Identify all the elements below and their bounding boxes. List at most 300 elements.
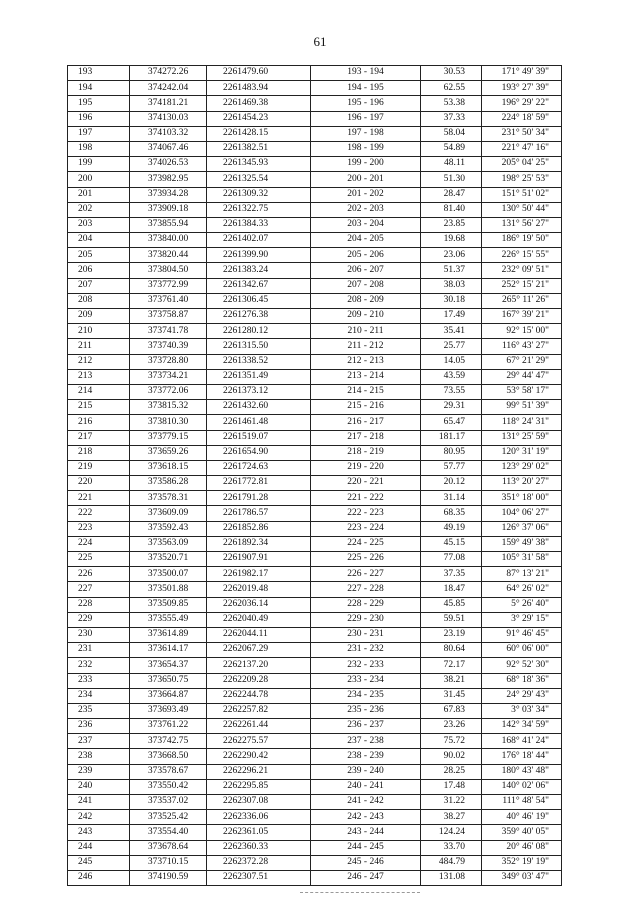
- y-coordinate-cell: 2261654.90: [207, 445, 311, 460]
- y-coordinate-cell: 2262209.28: [207, 673, 311, 688]
- bearing-angle-cell: 60° 06' 00": [482, 643, 562, 658]
- table-row: [68, 521, 562, 536]
- segment-cell: 237 - 238: [311, 734, 421, 749]
- x-coordinate-cell: 373614.89: [130, 627, 207, 642]
- segment-cell: 228 - 229: [311, 597, 421, 612]
- bearing-angle-cell: 53° 58' 17": [482, 384, 562, 399]
- x-coordinate-cell: 373815.32: [130, 400, 207, 415]
- table-row: [68, 445, 562, 460]
- y-coordinate-cell: 2261483.94: [207, 81, 311, 96]
- bearing-angle-cell: 186° 19' 50": [482, 233, 562, 248]
- segment-cell: 235 - 236: [311, 703, 421, 718]
- length-cell: 124.24: [421, 825, 482, 840]
- point-number-cell: 218: [68, 445, 130, 460]
- segment-cell: 229 - 230: [311, 612, 421, 627]
- point-number-cell: 227: [68, 582, 130, 597]
- length-cell: 19.68: [421, 233, 482, 248]
- table-row: [68, 172, 562, 187]
- x-coordinate-cell: 373678.64: [130, 840, 207, 855]
- coordinates-table-body: [68, 66, 562, 886]
- length-cell: 45.15: [421, 536, 482, 551]
- bearing-angle-cell: 140° 02' 06": [482, 779, 562, 794]
- x-coordinate-cell: 373804.50: [130, 263, 207, 278]
- y-coordinate-cell: 2261724.63: [207, 460, 311, 475]
- bearing-angle-cell: 123° 29' 02": [482, 460, 562, 475]
- x-coordinate-cell: 373520.71: [130, 552, 207, 567]
- segment-cell: 223 - 224: [311, 521, 421, 536]
- segment-cell: 232 - 233: [311, 658, 421, 673]
- x-coordinate-cell: 373578.31: [130, 491, 207, 506]
- table-row: [68, 141, 562, 156]
- point-number-cell: 237: [68, 734, 130, 749]
- bearing-angle-cell: 92° 52' 30": [482, 658, 562, 673]
- length-cell: 65.47: [421, 415, 482, 430]
- point-number-cell: 201: [68, 187, 130, 202]
- length-cell: 75.72: [421, 734, 482, 749]
- segment-cell: 225 - 226: [311, 552, 421, 567]
- point-number-cell: 236: [68, 719, 130, 734]
- segment-cell: 215 - 216: [311, 400, 421, 415]
- x-coordinate-cell: 374067.46: [130, 141, 207, 156]
- x-coordinate-cell: 373779.15: [130, 430, 207, 445]
- bearing-angle-cell: 226° 15' 55": [482, 248, 562, 263]
- bearing-angle-cell: 168° 41' 24": [482, 734, 562, 749]
- table-row: [68, 187, 562, 202]
- x-coordinate-cell: 373728.80: [130, 354, 207, 369]
- point-number-cell: 231: [68, 643, 130, 658]
- length-cell: 37.35: [421, 567, 482, 582]
- point-number-cell: 244: [68, 840, 130, 855]
- y-coordinate-cell: 2261382.51: [207, 141, 311, 156]
- segment-cell: 226 - 227: [311, 567, 421, 582]
- segment-cell: 234 - 235: [311, 688, 421, 703]
- y-coordinate-cell: 2261454.23: [207, 111, 311, 126]
- length-cell: 33.70: [421, 840, 482, 855]
- x-coordinate-cell: 374103.32: [130, 126, 207, 141]
- length-cell: 17.49: [421, 309, 482, 324]
- bearing-angle-cell: 151° 51' 02": [482, 187, 562, 202]
- y-coordinate-cell: 2261428.15: [207, 126, 311, 141]
- length-cell: 18.47: [421, 582, 482, 597]
- table-row: [68, 460, 562, 475]
- y-coordinate-cell: 2262372.28: [207, 855, 311, 870]
- table-row: [68, 612, 562, 627]
- point-number-cell: 197: [68, 126, 130, 141]
- table-row: [68, 217, 562, 232]
- length-cell: 23.85: [421, 217, 482, 232]
- bearing-angle-cell: 349° 03' 47": [482, 870, 562, 885]
- x-coordinate-cell: 373740.39: [130, 339, 207, 354]
- point-number-cell: 195: [68, 96, 130, 111]
- x-coordinate-cell: 373820.44: [130, 248, 207, 263]
- length-cell: 57.77: [421, 460, 482, 475]
- y-coordinate-cell: 2262307.08: [207, 795, 311, 810]
- y-coordinate-cell: 2261791.28: [207, 491, 311, 506]
- y-coordinate-cell: 2262019.48: [207, 582, 311, 597]
- y-coordinate-cell: 2262044.11: [207, 627, 311, 642]
- x-coordinate-cell: 373934.28: [130, 187, 207, 202]
- table-row: [68, 81, 562, 96]
- length-cell: 17.48: [421, 779, 482, 794]
- table-row: [68, 309, 562, 324]
- point-number-cell: 207: [68, 278, 130, 293]
- bearing-angle-cell: 351° 18' 00": [482, 491, 562, 506]
- point-number-cell: 216: [68, 415, 130, 430]
- bearing-angle-cell: 91° 46' 45": [482, 627, 562, 642]
- point-number-cell: 212: [68, 354, 130, 369]
- x-coordinate-cell: 373693.49: [130, 703, 207, 718]
- length-cell: 67.83: [421, 703, 482, 718]
- bearing-angle-cell: 198° 25' 53": [482, 172, 562, 187]
- bearing-angle-cell: 111° 48' 54": [482, 795, 562, 810]
- segment-cell: 242 - 243: [311, 810, 421, 825]
- x-coordinate-cell: 373537.02: [130, 795, 207, 810]
- table-row: [68, 855, 562, 870]
- y-coordinate-cell: 2261345.93: [207, 157, 311, 172]
- bearing-angle-cell: 131° 56' 27": [482, 217, 562, 232]
- segment-cell: 214 - 215: [311, 384, 421, 399]
- table-row: [68, 658, 562, 673]
- table-row: [68, 384, 562, 399]
- table-row: [68, 354, 562, 369]
- table-row: [68, 810, 562, 825]
- bearing-angle-cell: 171° 49' 39": [482, 66, 562, 81]
- y-coordinate-cell: 2261461.48: [207, 415, 311, 430]
- x-coordinate-cell: 373810.30: [130, 415, 207, 430]
- bearing-angle-cell: 131° 25' 59": [482, 430, 562, 445]
- segment-cell: 240 - 241: [311, 779, 421, 794]
- length-cell: 38.21: [421, 673, 482, 688]
- length-cell: 30.18: [421, 293, 482, 308]
- y-coordinate-cell: 2261384.33: [207, 217, 311, 232]
- table-row: [68, 202, 562, 217]
- table-row: [68, 749, 562, 764]
- table-row: [68, 795, 562, 810]
- bearing-angle-cell: 221° 47' 16": [482, 141, 562, 156]
- bearing-angle-cell: 359° 40' 05": [482, 825, 562, 840]
- bearing-angle-cell: 3° 03' 34": [482, 703, 562, 718]
- x-coordinate-cell: 373618.15: [130, 460, 207, 475]
- segment-cell: 195 - 196: [311, 96, 421, 111]
- x-coordinate-cell: 373668.50: [130, 749, 207, 764]
- y-coordinate-cell: 2261309.32: [207, 187, 311, 202]
- segment-cell: 204 - 205: [311, 233, 421, 248]
- scan-edge-line: [300, 892, 420, 893]
- segment-cell: 224 - 225: [311, 536, 421, 551]
- point-number-cell: 245: [68, 855, 130, 870]
- segment-cell: 221 - 222: [311, 491, 421, 506]
- point-number-cell: 229: [68, 612, 130, 627]
- x-coordinate-cell: 373609.09: [130, 506, 207, 521]
- segment-cell: 205 - 206: [311, 248, 421, 263]
- x-coordinate-cell: 373909.18: [130, 202, 207, 217]
- table-row: [68, 369, 562, 384]
- x-coordinate-cell: 373654.37: [130, 658, 207, 673]
- bearing-angle-cell: 126° 37' 06": [482, 521, 562, 536]
- bearing-angle-cell: 205° 04' 25": [482, 157, 562, 172]
- table-row: [68, 506, 562, 521]
- x-coordinate-cell: 373761.22: [130, 719, 207, 734]
- length-cell: 484.79: [421, 855, 482, 870]
- bearing-angle-cell: 196° 29' 22": [482, 96, 562, 111]
- segment-cell: 230 - 231: [311, 627, 421, 642]
- y-coordinate-cell: 2261322.75: [207, 202, 311, 217]
- x-coordinate-cell: 373555.49: [130, 612, 207, 627]
- table-row: [68, 870, 562, 885]
- y-coordinate-cell: 2261907.91: [207, 552, 311, 567]
- point-number-cell: 235: [68, 703, 130, 718]
- length-cell: 37.33: [421, 111, 482, 126]
- point-number-cell: 232: [68, 658, 130, 673]
- x-coordinate-cell: 373586.28: [130, 476, 207, 491]
- bearing-angle-cell: 180° 43' 48": [482, 764, 562, 779]
- y-coordinate-cell: 2261892.34: [207, 536, 311, 551]
- length-cell: 28.47: [421, 187, 482, 202]
- y-coordinate-cell: 2261338.52: [207, 354, 311, 369]
- x-coordinate-cell: 374272.26: [130, 66, 207, 81]
- x-coordinate-cell: 374130.03: [130, 111, 207, 126]
- y-coordinate-cell: 2262361.05: [207, 825, 311, 840]
- length-cell: 38.03: [421, 278, 482, 293]
- bearing-angle-cell: 99° 51' 39": [482, 400, 562, 415]
- x-coordinate-cell: 373772.06: [130, 384, 207, 399]
- bearing-angle-cell: 232° 09' 51": [482, 263, 562, 278]
- bearing-angle-cell: 67° 21' 29": [482, 354, 562, 369]
- length-cell: 35.41: [421, 324, 482, 339]
- length-cell: 43.59: [421, 369, 482, 384]
- length-cell: 25.77: [421, 339, 482, 354]
- length-cell: 29.31: [421, 400, 482, 415]
- bearing-angle-cell: 231° 50' 34": [482, 126, 562, 141]
- y-coordinate-cell: 2262336.06: [207, 810, 311, 825]
- point-number-cell: 202: [68, 202, 130, 217]
- segment-cell: 206 - 207: [311, 263, 421, 278]
- table-row: [68, 643, 562, 658]
- segment-cell: 216 - 217: [311, 415, 421, 430]
- table-row: [68, 278, 562, 293]
- point-number-cell: 240: [68, 779, 130, 794]
- bearing-angle-cell: 116° 43' 27": [482, 339, 562, 354]
- segment-cell: 208 - 209: [311, 293, 421, 308]
- length-cell: 80.64: [421, 643, 482, 658]
- table-row: [68, 673, 562, 688]
- bearing-angle-cell: 64° 26' 02": [482, 582, 562, 597]
- y-coordinate-cell: 2262067.29: [207, 643, 311, 658]
- length-cell: 68.35: [421, 506, 482, 521]
- y-coordinate-cell: 2262040.49: [207, 612, 311, 627]
- table-row: [68, 415, 562, 430]
- x-coordinate-cell: 373578.67: [130, 764, 207, 779]
- segment-cell: 203 - 204: [311, 217, 421, 232]
- bearing-angle-cell: 252° 15' 21": [482, 278, 562, 293]
- length-cell: 23.26: [421, 719, 482, 734]
- segment-cell: 227 - 228: [311, 582, 421, 597]
- bearing-angle-cell: 265° 11' 26": [482, 293, 562, 308]
- x-coordinate-cell: 374026.53: [130, 157, 207, 172]
- segment-cell: 217 - 218: [311, 430, 421, 445]
- length-cell: 23.06: [421, 248, 482, 263]
- y-coordinate-cell: 2261519.07: [207, 430, 311, 445]
- segment-cell: 211 - 212: [311, 339, 421, 354]
- length-cell: 31.14: [421, 491, 482, 506]
- segment-cell: 207 - 208: [311, 278, 421, 293]
- y-coordinate-cell: 2262036.14: [207, 597, 311, 612]
- segment-cell: 212 - 213: [311, 354, 421, 369]
- y-coordinate-cell: 2262296.21: [207, 764, 311, 779]
- point-number-cell: 220: [68, 476, 130, 491]
- y-coordinate-cell: 2261786.57: [207, 506, 311, 521]
- point-number-cell: 193: [68, 66, 130, 81]
- bearing-angle-cell: 104° 06' 27": [482, 506, 562, 521]
- point-number-cell: 209: [68, 309, 130, 324]
- point-number-cell: 213: [68, 369, 130, 384]
- length-cell: 58.04: [421, 126, 482, 141]
- segment-cell: 245 - 246: [311, 855, 421, 870]
- table-row: [68, 491, 562, 506]
- length-cell: 62.55: [421, 81, 482, 96]
- table-row: [68, 719, 562, 734]
- y-coordinate-cell: 2261373.12: [207, 384, 311, 399]
- length-cell: 54.89: [421, 141, 482, 156]
- x-coordinate-cell: 373563.09: [130, 536, 207, 551]
- table-row: [68, 248, 562, 263]
- table-row: [68, 157, 562, 172]
- length-cell: 28.25: [421, 764, 482, 779]
- bearing-angle-cell: 142° 34' 59": [482, 719, 562, 734]
- length-cell: 80.95: [421, 445, 482, 460]
- point-number-cell: 225: [68, 552, 130, 567]
- bearing-angle-cell: 176° 18' 44": [482, 749, 562, 764]
- table-row: [68, 703, 562, 718]
- bearing-angle-cell: 40° 46' 19": [482, 810, 562, 825]
- y-coordinate-cell: 2261469.38: [207, 96, 311, 111]
- x-coordinate-cell: 373855.94: [130, 217, 207, 232]
- bearing-angle-cell: 118° 24' 31": [482, 415, 562, 430]
- point-number-cell: 222: [68, 506, 130, 521]
- length-cell: 73.55: [421, 384, 482, 399]
- point-number-cell: 238: [68, 749, 130, 764]
- y-coordinate-cell: 2261402.07: [207, 233, 311, 248]
- y-coordinate-cell: 2261479.60: [207, 66, 311, 81]
- table-row: [68, 263, 562, 278]
- x-coordinate-cell: 373710.15: [130, 855, 207, 870]
- point-number-cell: 233: [68, 673, 130, 688]
- bearing-angle-cell: 5° 26' 40": [482, 597, 562, 612]
- segment-cell: 198 - 199: [311, 141, 421, 156]
- y-coordinate-cell: 2262360.33: [207, 840, 311, 855]
- y-coordinate-cell: 2261276.38: [207, 309, 311, 324]
- length-cell: 51.37: [421, 263, 482, 278]
- table-row: [68, 552, 562, 567]
- x-coordinate-cell: 373840.00: [130, 233, 207, 248]
- point-number-cell: 215: [68, 400, 130, 415]
- bearing-angle-cell: 193° 27' 39": [482, 81, 562, 96]
- x-coordinate-cell: 373525.42: [130, 810, 207, 825]
- bearing-angle-cell: 167° 39' 21": [482, 309, 562, 324]
- point-number-cell: 204: [68, 233, 130, 248]
- y-coordinate-cell: 2262290.42: [207, 749, 311, 764]
- segment-cell: 238 - 239: [311, 749, 421, 764]
- y-coordinate-cell: 2261772.81: [207, 476, 311, 491]
- length-cell: 31.22: [421, 795, 482, 810]
- bearing-angle-cell: 29° 44' 47": [482, 369, 562, 384]
- segment-cell: 239 - 240: [311, 764, 421, 779]
- x-coordinate-cell: 373550.42: [130, 779, 207, 794]
- point-number-cell: 219: [68, 460, 130, 475]
- segment-cell: 209 - 210: [311, 309, 421, 324]
- point-number-cell: 223: [68, 521, 130, 536]
- y-coordinate-cell: 2262257.82: [207, 703, 311, 718]
- y-coordinate-cell: 2261399.90: [207, 248, 311, 263]
- bearing-angle-cell: 24° 29' 43": [482, 688, 562, 703]
- segment-cell: 219 - 220: [311, 460, 421, 475]
- point-number-cell: 241: [68, 795, 130, 810]
- segment-cell: 213 - 214: [311, 369, 421, 384]
- bearing-angle-cell: 352° 19' 19": [482, 855, 562, 870]
- x-coordinate-cell: 373772.99: [130, 278, 207, 293]
- segment-cell: 199 - 200: [311, 157, 421, 172]
- table-row: [68, 779, 562, 794]
- point-number-cell: 200: [68, 172, 130, 187]
- x-coordinate-cell: 373982.95: [130, 172, 207, 187]
- length-cell: 77.08: [421, 552, 482, 567]
- y-coordinate-cell: 2262137.20: [207, 658, 311, 673]
- bearing-angle-cell: 113° 20' 27": [482, 476, 562, 491]
- length-cell: 131.08: [421, 870, 482, 885]
- y-coordinate-cell: 2262295.85: [207, 779, 311, 794]
- page-number: 61: [313, 34, 327, 49]
- length-cell: 45.85: [421, 597, 482, 612]
- y-coordinate-cell: 2261351.49: [207, 369, 311, 384]
- bearing-angle-cell: 105° 31' 58": [482, 552, 562, 567]
- x-coordinate-cell: 373650.75: [130, 673, 207, 688]
- x-coordinate-cell: 373501.88: [130, 582, 207, 597]
- table-row: [68, 567, 562, 582]
- length-cell: 51.30: [421, 172, 482, 187]
- segment-cell: 222 - 223: [311, 506, 421, 521]
- table-row: [68, 324, 562, 339]
- x-coordinate-cell: 373664.87: [130, 688, 207, 703]
- x-coordinate-cell: 374242.04: [130, 81, 207, 96]
- table-row: [68, 339, 562, 354]
- table-row: [68, 400, 562, 415]
- x-coordinate-cell: 373554.40: [130, 825, 207, 840]
- y-coordinate-cell: 2262275.57: [207, 734, 311, 749]
- point-number-cell: 208: [68, 293, 130, 308]
- length-cell: 20.12: [421, 476, 482, 491]
- point-number-cell: 194: [68, 81, 130, 96]
- table-row: [68, 536, 562, 551]
- y-coordinate-cell: 2261342.67: [207, 278, 311, 293]
- bearing-angle-cell: 159° 49' 38": [482, 536, 562, 551]
- point-number-cell: 198: [68, 141, 130, 156]
- y-coordinate-cell: 2261306.45: [207, 293, 311, 308]
- point-number-cell: 246: [68, 870, 130, 885]
- segment-cell: 218 - 219: [311, 445, 421, 460]
- bearing-angle-cell: 3° 29' 15": [482, 612, 562, 627]
- point-number-cell: 224: [68, 536, 130, 551]
- length-cell: 181.17: [421, 430, 482, 445]
- point-number-cell: 210: [68, 324, 130, 339]
- segment-cell: 200 - 201: [311, 172, 421, 187]
- length-cell: 72.17: [421, 658, 482, 673]
- point-number-cell: 230: [68, 627, 130, 642]
- coordinates-table: [67, 65, 562, 886]
- bearing-angle-cell: 68° 18' 36": [482, 673, 562, 688]
- segment-cell: 202 - 203: [311, 202, 421, 217]
- x-coordinate-cell: 373509.85: [130, 597, 207, 612]
- table-row: [68, 825, 562, 840]
